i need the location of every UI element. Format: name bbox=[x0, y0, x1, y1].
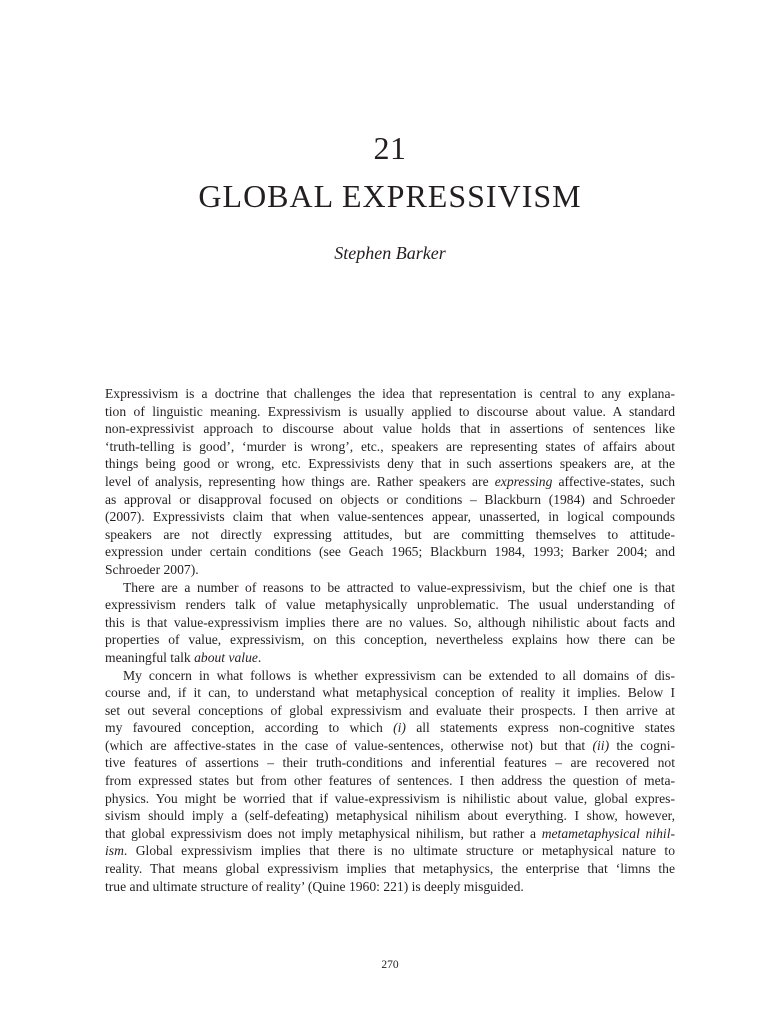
emphasis-text: (i) bbox=[393, 720, 406, 736]
body-line: Expressivism is a doctrine that challenges the idea that representation is central to any explana- bbox=[105, 386, 675, 401]
body-line: Schroeder 2007). bbox=[105, 561, 199, 577]
body-line: expression under certain conditions (see Geach 1965; Blackburn 1984, 1993; Barker 2004; and bbox=[105, 544, 675, 560]
body-line: from expressed states but from other features of sentences. I then address the question of meta- bbox=[105, 773, 675, 789]
body-line: reality. That means global expressivism implies that metaphysics, the enterprise that ‘limns the bbox=[105, 861, 675, 877]
emphasis-text: expressing bbox=[494, 473, 553, 489]
body-text bbox=[105, 385, 675, 895]
body-line: (which are affective-states in the case of value-sentences, otherwise not) but that (ii) the cogni- bbox=[105, 737, 675, 753]
body-line: tion of linguistic meaning. Expressivism is usually applied to discourse about value. A standard bbox=[105, 403, 675, 419]
body-line: tive features of assertions – their truth-conditions and inferential features – are recovered not bbox=[105, 755, 675, 771]
body-line: There are a number of reasons to be attracted to value-expressivism, but the chief one is that bbox=[123, 579, 675, 595]
chapter-number: 21 bbox=[373, 130, 407, 166]
body-line: ism. Global expressivism implies that there is no ultimate structure or metaphysical nature to bbox=[105, 843, 675, 859]
body-line: true and ultimate structure of reality’ (Quine 1960: 221) is deeply misguided. bbox=[105, 878, 524, 894]
emphasis-text: (ii) bbox=[592, 737, 610, 753]
body-line: expressivism renders talk of value metaphysically unproblematic. The usual understanding of bbox=[105, 597, 675, 613]
body-line: this is that value-expressivism implies there are no values. So, although nihilistic about facts and bbox=[105, 614, 675, 630]
body-line: speakers are not directly expressing attitudes, but are committing themselves to attitude- bbox=[105, 526, 675, 542]
body-line: things being good or wrong, etc. Expressivists deny that in such assertions speakers are, at the bbox=[105, 456, 675, 472]
body-line: physics. You might be worried that if value-expressivism is nihilistic about value, global expres- bbox=[105, 790, 675, 806]
author-name: Stephen Barker bbox=[334, 243, 446, 263]
body-line: (2007). Expressivists claim that when value-sentences appear, unasserted, in logical compounds bbox=[105, 509, 675, 525]
emphasis-text: metametaphysical nihil- bbox=[541, 825, 675, 841]
body-line: set out several conceptions of global expressivism and evaluate their prospects. I then arrive at bbox=[105, 702, 675, 718]
body-line: level of analysis, representing how things are. Rather speakers are expressing affective-states, such bbox=[105, 473, 675, 489]
body-line: my favoured conception, according to which (i) all statements express non-cognitive states bbox=[105, 720, 675, 736]
body-line: My concern in what follows is whether expressivism can be extended to all domains of dis- bbox=[123, 667, 675, 683]
chapter-title: GLOBAL EXPRESSIVISM bbox=[198, 178, 582, 214]
body-line: properties of value, expressivism, on this conception, nevertheless explains how there can be bbox=[105, 632, 675, 648]
emphasis-text: about value bbox=[194, 649, 258, 665]
body-line: as approval or disapproval focused on objects or conditions – Blackburn (1984) and Schroeder bbox=[105, 491, 675, 507]
page-number: 270 bbox=[381, 959, 399, 971]
body-line: ‘truth-telling is good’, ‘murder is wrong’, etc., speakers are representing states of affairs about bbox=[105, 438, 675, 454]
body-line: meaningful talk about value. bbox=[105, 649, 262, 665]
emphasis-text: ism bbox=[105, 843, 124, 859]
body-line: course and, if it can, to understand what metaphysical conception of reality it implies. Below I bbox=[105, 685, 675, 701]
body-line: sivism should imply a (self-defeating) metaphysical nihilism about everything. I show, however, bbox=[105, 808, 675, 824]
body-line: that global expressivism does not imply metaphysical nihilism, but rather a metametaphysical nihil- bbox=[105, 825, 675, 841]
body-line: non-expressivist approach to discourse about value holds that in assertions of sentences like bbox=[105, 421, 675, 437]
